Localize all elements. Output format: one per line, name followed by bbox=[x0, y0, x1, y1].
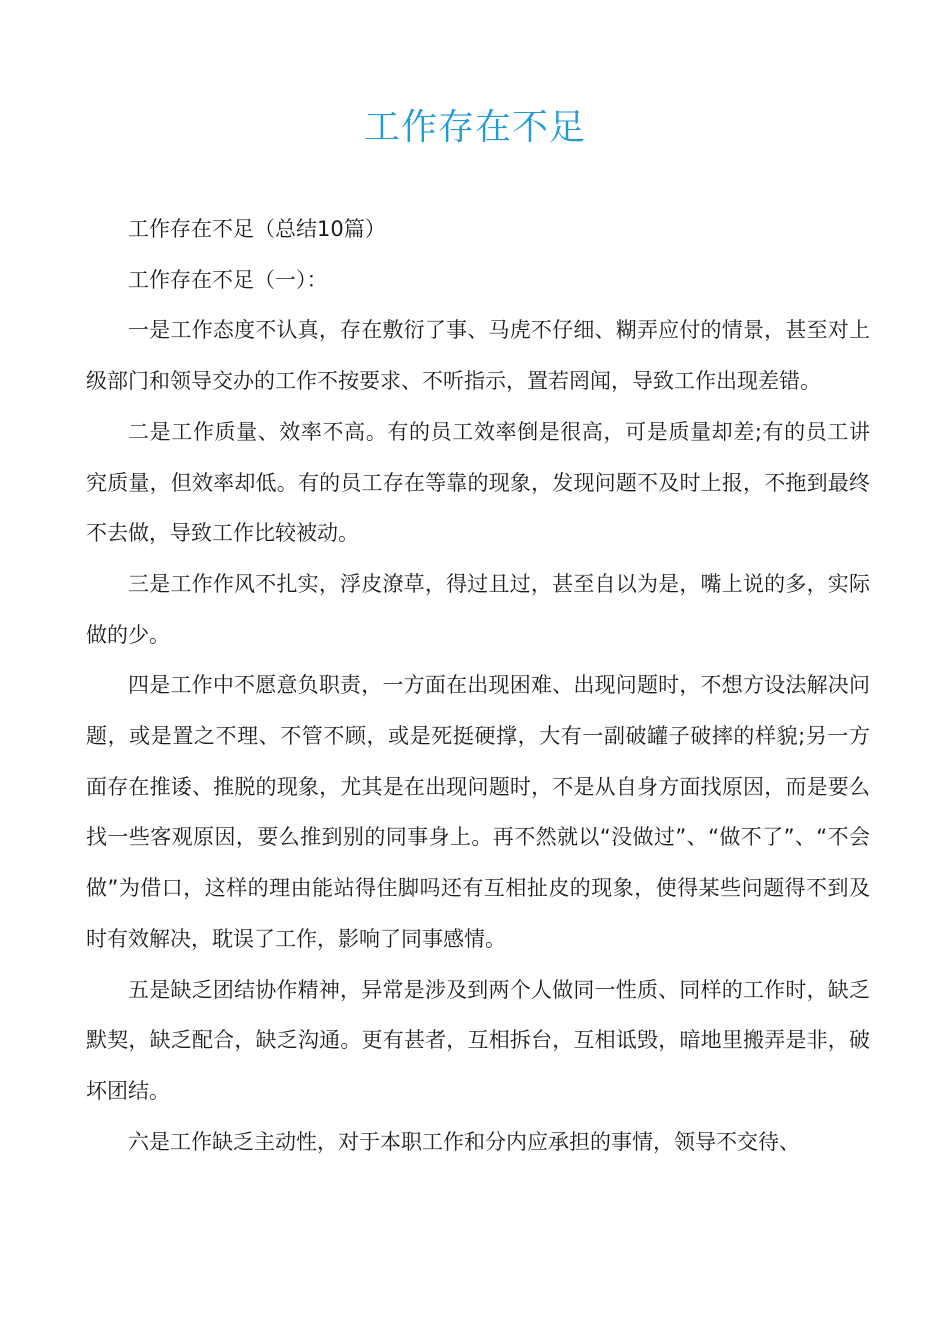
paragraph-point-five: 五是缺乏团结协作精神，异常是涉及到两个人做同一性质、同样的工作时，缺乏默契，缺乏配合，缺乏沟通。更有甚者，互相拆台，互相诋毁，暗地里搬弄是非，破坏团结。 bbox=[86, 977, 870, 1103]
paragraph-point-one: 一是工作态度不认真，存在敷衍了事、马虎不仔细、糊弄应付的情景，甚至对上级部门和领导交办的工作不按要求、不听指示，置若罔闻，导致工作出现差错。 bbox=[86, 318, 870, 394]
paragraph-summary-heading: 工作存在不足（总结10篇） bbox=[128, 217, 386, 241]
document-body bbox=[86, 204, 870, 1167]
paragraph-point-two: 二是工作质量、效率不高。有的员工效率倒是很高，可是质量却差;有的员工讲究质量，但效率却低。有的员工存在等靠的现象，发现问题不及时上报，不拖到最终不去做，导致工作比较被动。 bbox=[86, 419, 870, 546]
paragraph-point-six: 六是工作缺乏主动性，对于本职工作和分内应承担的事情，领导不交待、 bbox=[128, 1129, 800, 1154]
paragraph-point-four: 四是工作中不愿意负职责，一方面在出现困难、出现问题时，不想方设法解决问题，或是置之不理、不管不顾，或是死挺硬撑，大有一副破罐子破摔的样貌;另一方面存在推诿、推脱的现象，尤其是在出现问题时，不是从自身方面找原因，而是要么找一些客观原因，要么推到别的同事身上。再不然就以“没做过”、“做不了”、“不会做”为借口，这样的理由能站得住脚吗还有互相扯皮的现象，使得某些问题得不到及时有效解决，耽误了工作，影响了同事感情。 bbox=[86, 673, 870, 951]
paragraph-section-heading: 工作存在不足（一）： bbox=[128, 267, 328, 292]
paragraph-point-three: 三是工作作风不扎实，浮皮潦草，得过且过，甚至自以为是，嘴上说的多，实际做的少。 bbox=[86, 571, 870, 647]
document-title: 工作存在不足 bbox=[363, 107, 586, 148]
